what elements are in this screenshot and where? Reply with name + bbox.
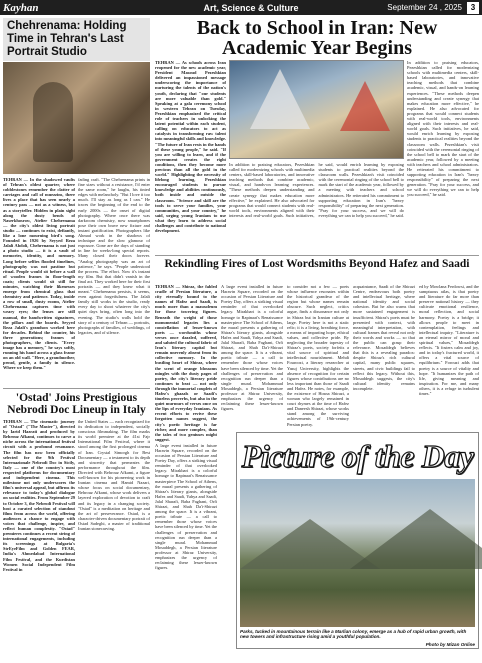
picture-of-the-day-photo — [240, 479, 475, 627]
back-to-school-column-1: TEHRAN — As schools across Iran reopened for the new academic year, President Masoud Pezeshkian delivered an impassioned message underscoring the importance of nurturing the talents of the nation's youth, declaring that "our students are more valuable than gold." Speaking at a gala ceremony school in western Tehran on Tuesday, Pezeshkian emphasized the critical role of teachers in unlocking the latent potential within each student, calling on educators to act as catalysts in transforming raw talent into meaningful skills and knowledge. "The future of Iran rests in the hands of these young people," he said. "If you are willing to learn, and if the government creates the right conditions, then they become more precious than all the gold in the world." Highlighting the necessity of lifelong learning, Pezeshkian encouraged students to pursue knowledge and abilities continuously, both inside and outside the classroom. "Science and skill are the tools to serve your families, your communities, and your country," he said, urging young Iranians to use what they learn to address social challenges and contribute to national development. — [155, 60, 226, 234]
hafez-saadi-column-1: TEHRAN — Shiraz, the fabled cradle of Persian literature, a city eternally bound to the names of Hafez and Saadi, is much more than a mausoleum for those towering figures. Beneath the weight of those monumental legacies lies a constellation of lesser-known poets — wordsmiths whose verses once dazzled, suffered, and saluted the cultural fabric of Iran's literary capital but remain unevenly absent from its collective memory. In the bustling heart of Shiraz, where the scent of orange blossoms mingles with the dusty pages of poetry, the city's literary pride continues to beat — not only through the immortal couplets of Hafez's ghazals or Saadi's timeless proverbs, but also in the quiet murmurs of verses once on the lips of everyday Iranians. As recent efforts to revive these forgotten names suggest, the city's poetic heritage is far richer, and more complex, than the tales of two geniuses might suggest. A large event installed in future Haravin Square, recorded on the occasion of Persian Literature and Poetry Day, offers a striking visual reminder of that overlooked legacy. Mirakbari is a colorful homage to Rapinaat's Renaissance masterpiece The School of Athens, the mural presents a gathering of Shiraz's literary giants, alongside Hafez and Saadi, Yahya and Saadi, Jalal Sharafi, Baba Faghani, Orfi Shirazi, and Shah Da'i-Shirazi among the space. It is a vibrant, poetic tribute — a call to remember those whose voices have been silenced by time. Yet the challenges of preservation and recognition run deeper than a single mural. Mohammad Mosaddegh, a Persian literature professor at Shiraz University, emphasizes the urgency of reclaiming these lesser-known figures. — [155, 284, 217, 571]
hafez-saadi-column-2: A large event installed in future Haravin Square, recorded on the occasion of Persian Literature and Poetry Day, offers a striking visual reminder of that overlooked legacy. Mirakbari is a colorful homage to Rapinaat's Renaissance masterpiece The School of Athens, the mural presents a gathering of Shiraz's literary giants, alongside Hafez and Saadi, Yahya and Saadi, Jalal Sharafi, Baba Faghani, Orfi Shirazi, and Shah Da'i-Shirazi among the space. It is a vibrant, poetic tribute — a call to remember those whose voices have been silenced by time. Yet the challenges of preservation and recognition run deeper than a single mural. Mohammad Mosaddegh, a Persian literature professor at Shiraz University, emphasizes the urgency of reclaiming these lesser-known figures. — [221, 284, 283, 412]
back-to-school-column-2: In addition to praising educators, Pezeshkian called for modernizing schools with multimedia centers, skill-based laboratories, and innovative teaching methods that combine academic, visual, and hands-on learning experiences. "These methods deepen understanding and create synergy that makes education more effective," he explained. He also advocated for programs that would connect students with real-world tools, environments aligned with their interests and real-world goals. Such initiatives, he said, would enrich learning by exposing students to practical realities beyond the classroom walls. Pezeshkian's visit coincided with the ceremonial ringing of the school bell to mark the start of the academic year, followed by a meeting with teachers and school administrators. He reiterated his commitment to supporting education in Iran's "heavy responsibility" of preparing the next generation. "Pray for your success, and we will do everything we can to help you succeed," he said. — [407, 60, 479, 198]
chehrenama-column-2: fading craft. "The Chehrenama prints in fine sizes without a resistance, I'd enter the same room," he laughs, his tinted edges with melancholy. "But I love it too much. I'll stay as long as I can." He traces the beginning of the end to the early 2000s — the onset of digital photography. Where once there was darkroom chemistry, now smartphones pose their own brave new fixture and instant gratification. Photographers like Ahmad work in the shadows of technique and the slow glamour of exposure. Gone are the days of standing in line for weeks-long special reports. Many closed their doors forever. "Analog photography was an art of patience," he says. "People understood the process. The effort. Now it's instant my film. But that didn't vanish in the final act. They worked here for their first portraits — and they knew what it meant." Chehrenama persists, it seems, even against forgetfulness. The Jalali family still works in the studio, ready every day to shoot whatever the city's quiet days bring, often long into the evening. The studio's walls hold the story of a century of Tehran — portraits, photographs of families, of weddings, of legacies, and of silence. — [78, 177, 150, 335]
picture-of-the-day-title: Picture of the Day — [241, 438, 474, 474]
back-to-school-headline: Back to School in Iran: New Academic Year Begins — [196, 17, 438, 59]
hafez-saadi-column-5: ed by Mowlana Ferdowsi, and the sumptuous atlas, is that poetry and literature do far more than preserve national history — they cultivate emotional resilience, moral reflection, and social harmony. Poetry is a bridge; it allows people to meet in contemplation, feelings and intellectual inquiry. "Literature is an eternal mirror of moral and spiritual values," Mosaddegh reflects. "It fosters calm and joy, and in today's fractured world, it offers a vital source of equilibrium." Forouzi adds that poetry is a source of vitality and hope. "It humanizes the path of life, giving meaning and inspiration. For me, and many others, it is a refuge in turbulent times." — [419, 284, 479, 396]
back-to-school-photo — [229, 60, 404, 159]
newspaper-logo: Kayhan — [3, 1, 39, 14]
hafez-saadi-headline: Rekindling Fires of Lost Wordsmiths Beyond Hafez and Saadi — [155, 255, 479, 270]
ostad-headline: 'Ostad' Joins Prestigious Nebrodi Doc Lineup in Italy — [3, 388, 150, 416]
chehrenama-column-1: TEHRAN — In the shadowed vaults of Tehran's oldest quarter, where cobblestones remember the clatter of carriages and call of muezzins, there lives a place that has seen nearly a century pass — not as a witness, but as a storyteller. Hidden in plain sight along the dusty bends of Naserkhosrow, Atelier Chehrenama — the city's oldest living portrait studio — continues to exist, defiantly, like a lone mourning bird's song. Founded in 1926 by Seyyed Reza Jalali Abdoli, Chehrenama is not just a photo studio — it is a vault of memories, identity, and memory. Long before selfies flooded timelines, photography was not pastime but ritual. People would sit before a wall of wooden frames in floor-length coats; clients would sit still for minutes, watching their likenesses emerge from chemical glass that chemistry and patience. Today, inside a row of small, dusty rooms, Atelier Chehrenama captures time with weary eyes; the lenses are still manual, the handwritten signatures, the pillars and the boards. Seyyed Reza Jalali's grandson worked here for decades. Behind the counter, his three generations; frames of photographers, the clients. "Every image has a memory," he says softly, running his hand across a glass frame on an old wall. "Here, a grandmother, proud, gentle, a family in silence. Where we keep them." — [3, 177, 75, 371]
photo-credit: Photo by Mizan Online — [425, 642, 475, 647]
ostad-column-2: the United States — each recognized for its dedication to independent, socially conscious filmmaking. The film marks its world premiere at the 41st Fajr International Film Festival, where it stood among the first prolonged cinema of Iran. Crystal Simorgh for Best Documentary — a testament to its depth and sincerity that permeates the performance throughout the film. Directed with Behrouz Afkami, a figure well-known for his pioneering work in Iranian cinema and Hamid Nazari, whose focus on social documentary, Behrouz Afkami, whose work delivers a layered exploration of devotion to craft and its legacy in a changing society. "Ostad" is a meditation on heritage and the art of perseverance. Ostad, is a character-driven documentary portrait of Ostad Sadeghi, a master of traditional Iranian stonecarving. — [78, 419, 150, 531]
hafez-saadi-column-3: to consider not a few — poets whose influence resonates within the historical grandeur of the region but whose names remain obscure. Such neglect, critics argue, finds a dissonance not only in Shiraz but in Iranian culture at large. Poetry here is not a static relic; it is a living, breathing force, a means of imparting hope, ethical values, and collective pride. By neglecting the broader tapestry of Shiraz's poets, society forfeits a vital source of spiritual and intellectual nourishment. Mehdi Fouroozi, a literary researcher at Yasuj University, highlights the absence of recognition for certain figures whose contributions are no less important than those of Saadi and Hafez. He notes, for example, the existence of Hosna Shirazi, a woman who largely remained in court rhymes at the time of Hafez and Daneesh Shirazi, whose works stand among the surviving achievements of 19th-century Persian poetry. — [287, 284, 349, 427]
hafez-saadi-column-4: acquaintance, Saadi of the Shirazi Centre, endeavours both poetry and intellectual heritage, where national identity and social cohesion. But he also warns that more sustained engagement is insufficient. Shiraz's poets must be presented with context, with meaningful interpretation, with cultural frames that reveal not only their words and works — so that the public can grasp their relevance. Mosaddegh believes that this is a revealing paradox: despite Shiraz's rich cultural capital, many public squares, streets, and civic buildings fail to reflect this legacy. Without this, Mosaddegh suggests, the city's cultural identity remains incomplete. — [353, 284, 415, 391]
masthead — [0, 0, 482, 15]
chehrenama-headline: Chehrenama: Holding Time in Tehran's Last Portrait Studio — [3, 18, 150, 61]
section-title: Art, Science & Culture — [203, 2, 299, 13]
picture-of-the-day — [236, 432, 479, 649]
page-number: 3 — [467, 2, 479, 14]
ostad-column-1: TEHRAN — The cinematic journey of "Ostad" ("The Master"), directed by Iarid Hazrati and produced by Behrouz Afkami, continues to carve a niche across the international festival circuit with a profound resonance. The film has now been officially selected for the 9th Festival Internazionale Nebrodi Doc in Sicily, Italy — one of the country's most respected platforms for documentary and independent cinema. This milestone not only underscores the film's universal appeal, but affirms its relevance to today's global dialogue on social realities. From September 29 to October 3, the Nebrodi Festival will host a curated selection of standout films from across the world, offering audiences a chance to engage with voices that challenge, inspire, and reflect human complexity. "Ostad" premieres continues a recent string of international engagements, including its screenings at Bulgaria's StrEyeFilm and Golden FEAR, India's Ahmedabad International Film Festival, and the Kurdistan Women Social Independent Film Festival in — [3, 419, 75, 572]
chehrenama-photo — [3, 62, 150, 174]
picture-of-the-day-caption: Parks, tucked in mountainous terrain like a Marlian colony, emerge as a hub of rapid urban growth, with new towers and infrastructure rising amid a youthful population. — [240, 629, 467, 640]
issue-date: September 24 , 2025 — [387, 3, 462, 12]
back-to-school-column-extra: In addition to praising educators, Pezeshkian called for modernizing schools with multimedia centers, skill-based laboratories, and innovative teaching methods that combine academic, visual, and hands-on learning experiences. "These methods deepen understanding and create synergy that makes education more effective," he explained. He also advocated for programs that would connect students with real-world tools, environments aligned with their interests and real-world goals. Such initiatives, he said, would enrich learning by exposing students to practical realities beyond the classroom walls. Pezeshkian's visit coincided with the ceremonial ringing of the school bell to mark the start of the academic year, followed by a meeting with teachers and school administrators. He reiterated his commitment to supporting education in Iran's "heavy responsibility" of preparing the next generation. "Pray for your success, and we will do everything we can to help you succeed," he said. — [229, 162, 404, 218]
